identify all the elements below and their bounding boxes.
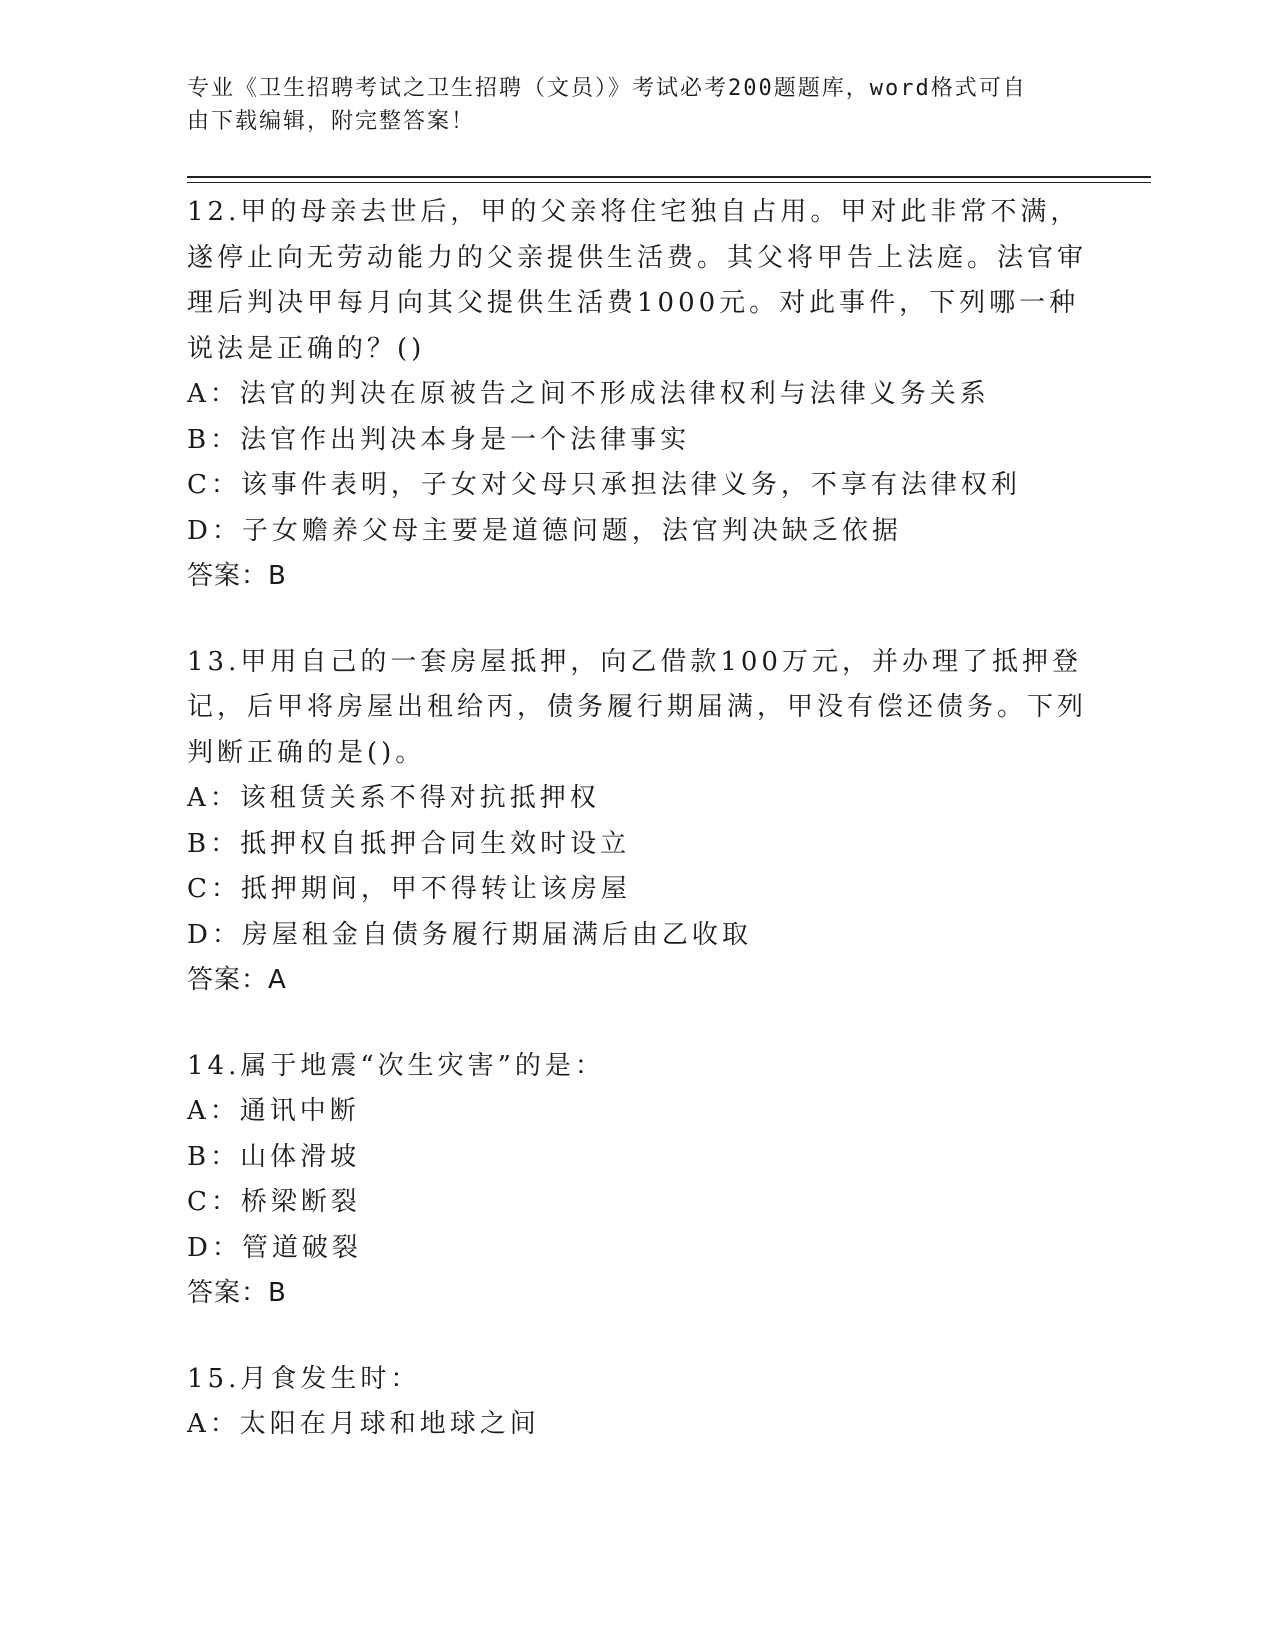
question-12 bbox=[187, 190, 1087, 600]
option-a: A：法官的判决在原被告之间不形成法律权利与法律义务关系 bbox=[187, 379, 990, 409]
question-13 bbox=[187, 640, 1087, 1004]
option-a: A：通讯中断 bbox=[187, 1096, 360, 1126]
option-c: C：该事件表明，子女对父母只承担法律义务，不享有法律权利 bbox=[187, 470, 1021, 500]
option-b: B：法官作出判决本身是一个法律事实 bbox=[187, 424, 691, 455]
option-d: D：房屋租金自债务履行期届满后由乙收取 bbox=[187, 919, 752, 950]
option-b: B：山体滑坡 bbox=[187, 1141, 361, 1172]
question-text: 14.属于地震“次生灾害”的是： bbox=[187, 1050, 605, 1081]
answer: 答案：A bbox=[187, 965, 287, 995]
answer: 答案：B bbox=[187, 1278, 287, 1308]
option-d: D：子女赡养父母主要是道德问题，法官判决缺乏依据 bbox=[187, 515, 902, 546]
question-text: 15.月食发生时： bbox=[187, 1363, 421, 1394]
option-d: D：管道破裂 bbox=[187, 1232, 362, 1263]
question-list bbox=[187, 190, 1087, 1488]
option-a: A：该租赁关系不得对抗抵押权 bbox=[187, 783, 600, 813]
question-text: 12.甲的母亲去世后，甲的父亲将住宅独自占用。甲对此非常不满，遂停止向无劳动能力的父亲提供生活费。其父将甲告上法庭。法官审理后判决甲每月向其父提供生活费1000元。对此事件，下列哪一种说法是正确的？() bbox=[187, 197, 1088, 364]
question-15 bbox=[187, 1357, 1087, 1448]
header-divider-thick bbox=[187, 176, 1151, 178]
document-header bbox=[187, 72, 1067, 138]
header-divider-thin bbox=[187, 182, 1151, 183]
option-b: B：抵押权自抵押合同生效时设立 bbox=[187, 828, 631, 859]
option-c: C：抵押期间，甲不得转让该房屋 bbox=[187, 874, 631, 904]
option-c: C：桥梁断裂 bbox=[187, 1187, 361, 1217]
header-line-1: 专业《卫生招聘考试之卫生招聘（文员）》考试必考200题题库，word格式可自 bbox=[187, 76, 1027, 101]
question-text: 13.甲用自己的一套房屋抵押，向乙借款100万元，并办理了抵押登记，后甲将房屋出租给丙，债务履行期届满，甲没有偿还债务。下列判断正确的是()。 bbox=[187, 646, 1088, 768]
header-line-2: 由下载编辑，附完整答案！ bbox=[187, 109, 476, 134]
question-14 bbox=[187, 1044, 1087, 1317]
answer: 答案：B bbox=[187, 561, 287, 591]
option-a: A：太阳在月球和地球之间 bbox=[187, 1409, 540, 1439]
